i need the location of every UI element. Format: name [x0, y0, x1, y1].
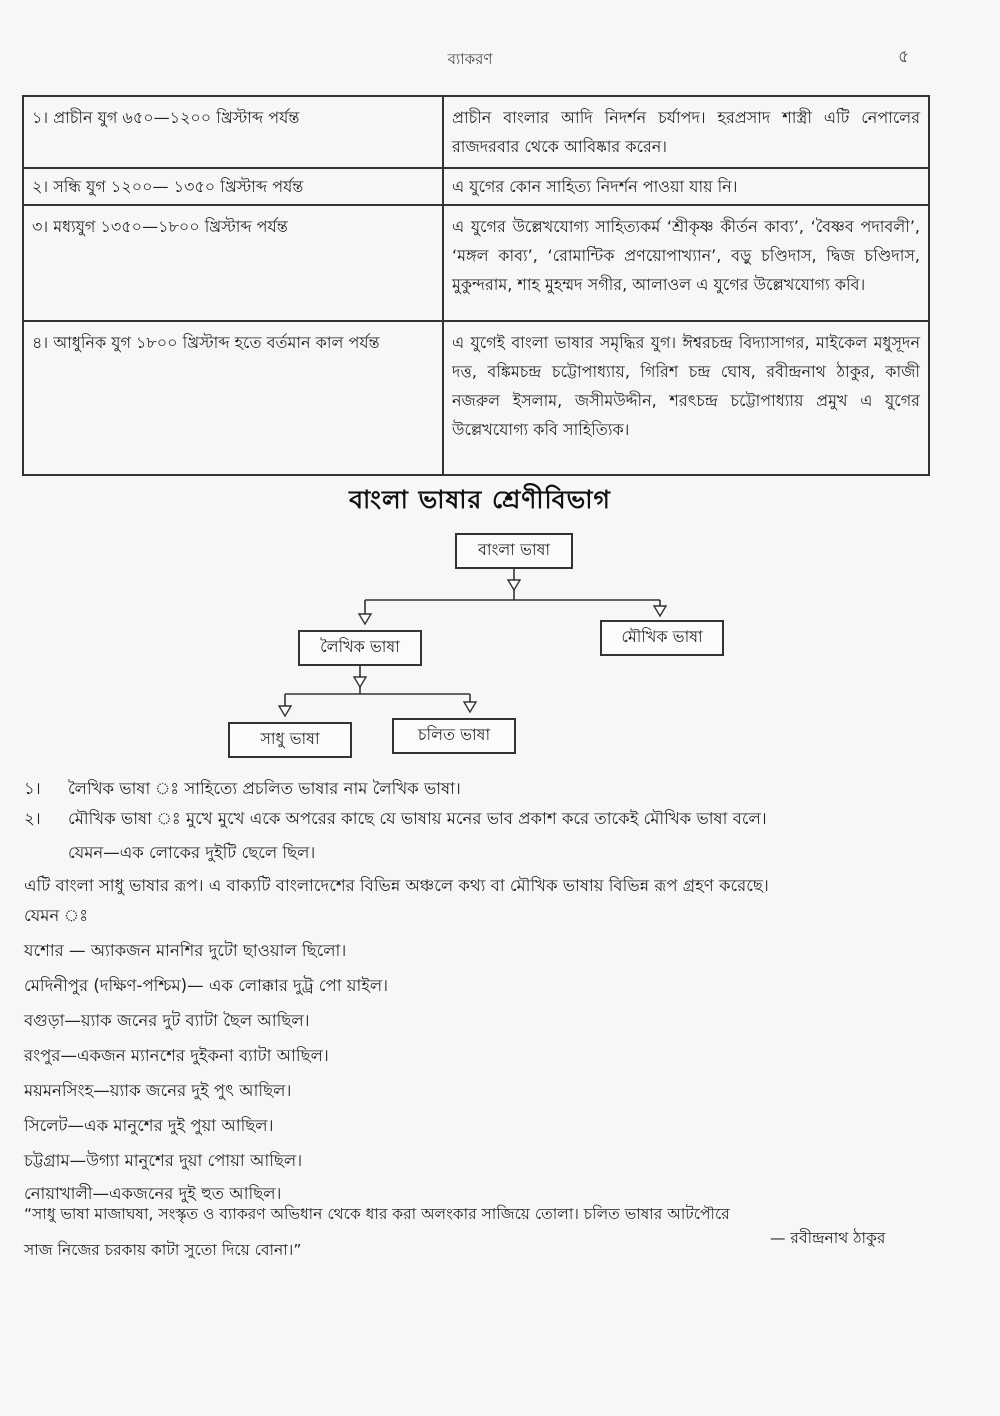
arrow-down-icon: [279, 706, 291, 716]
definition-text: মৌখিক ভাষা ঃ মুখে মুখে একে অপরের কাছে যে ভাষায় মনের ভাব প্রকাশ করে তাকেই মৌখিক ভাষা বলে।: [68, 809, 767, 828]
era-description: এ যুগের উল্লেখযোগ্য সাহিত্যকর্ম ‘শ্রীকৃষ্ণ কীর্তন কাব্য’, ‘বৈষ্ণব পদাবলী’, ‘মঙ্গল কাব্য’, ‘রোমান্টিক প্রণয়োপাখ্যান’, বড়ু চণ্ডিদাস, দ্বিজ চণ্ডিদাস, মুকুন্দরাম, শাহ মুহম্মদ সগীর, আলাওল এ যুগের উল্লেখযোগ্য কবি।: [443, 205, 929, 321]
dialect-example: ময়মনসিংহ—য়্যাক জনের দুই পুৎ আছিল।: [24, 1081, 292, 1100]
dialect-example: যশোর — অ্যাকজন মানশির দুটো ছাওয়াল ছিলো।: [24, 941, 347, 960]
quote-line: সাজ নিজের চরকায় কাটা সুতো দিয়ে বোনা।”: [24, 1241, 302, 1259]
era-period: ৪। আধুনিক যুগ ১৮০০ খ্রিস্টাব্দ হতে বর্তমান কাল পর্যন্ত: [23, 321, 443, 475]
definition-example: যেমন—এক লোকের দুইটি ছেলে ছিল।: [68, 843, 316, 862]
dialect-example: বগুড়া—য়্যাক জনের দুট ব্যাটা ছৈল আছিল।: [24, 1011, 310, 1030]
arrow-down-icon: [508, 580, 520, 590]
quote-line: “সাধু ভাষা মাজাঘষা, সংস্কৃত ও ব্যাকরণ অভিধান থেকে ধার করা অলংকার সাজিয়ে তোলা। চলিত ভাষার আটপৌরে: [24, 1205, 730, 1223]
body-paragraph: এটি বাংলা সাধু ভাষার রূপ। এ বাক্যটি বাংলাদেশের বিভিন্ন অঞ্চলে কথ্য বা মৌখিক ভাষায় বিভিন্ন রূপ গ্রহণ করেছে।: [24, 876, 769, 895]
item-number: ২।: [24, 809, 41, 828]
item-number: ১।: [24, 779, 41, 798]
quote-author: — রবীন্দ্রনাথ ঠাকুর: [770, 1229, 886, 1247]
arrow-down-icon: [464, 702, 476, 712]
page-number: ৫: [898, 47, 910, 67]
dialect-example: মেদিনীপুর (দক্ষিণ-পশ্চিম)— এক লোক্কার দুট্র পো য়াইল।: [24, 976, 389, 995]
era-description: এ যুগেই বাংলা ভাষার সমৃদ্ধির যুগ। ঈশ্বরচন্দ্র বিদ্যাসাগর, মাইকেল মধুসূদন দত্ত, বঙ্কিমচন্দ্র চট্টোপাধ্যায়, গিরিশ চন্দ্র ঘোষ, রবীন্দ্রনাথ ঠাকুর, কাজী নজরুল ইসলাম, জসীমউদ্দীন, শরৎচন্দ্র চট্টোপাধ্যায় প্রমুখ এ যুগের উল্লেখযোগ্য কবি সাহিত্যিক।: [443, 321, 929, 475]
arrow-down-icon: [354, 677, 366, 687]
example-label: যেমন ঃ: [24, 906, 89, 925]
node-lekhik-bhasha: লৈখিক ভাষা: [298, 630, 422, 666]
node-moukhik-bhasha: মৌখিক ভাষা: [600, 620, 724, 656]
dialect-example: নোয়াখালী—একজনের দুই হুত আছিল।: [24, 1184, 282, 1203]
section-title: বাংলা ভাষার শ্রেণীবিভাগ: [349, 485, 611, 514]
definition-item: [24, 806, 767, 833]
node-cholito-bhasha: চলিত ভাষা: [392, 718, 516, 754]
definition-item: [24, 776, 461, 803]
era-period: ২। সন্ধি যুগ ১২০০— ১৩৫০ খ্রিস্টাব্দ পর্যন্ত: [23, 168, 443, 205]
era-description: এ যুগের কোন সাহিত্য নিদর্শন পাওয়া যায় নি।: [443, 168, 929, 205]
dialect-example: রংপুর—একজন ম্যানশের দুইকনা ব্যাটা আছিল।: [24, 1046, 329, 1065]
node-bangla-bhasha: বাংলা ভাষা: [455, 533, 573, 569]
node-sadhu-bhasha: সাধু ভাষা: [228, 722, 352, 758]
arrow-down-icon: [654, 606, 666, 616]
era-description: প্রাচীন বাংলার আদি নিদর্শন চর্যাপদ। হরপ্রসাদ শাস্ত্রী এটি নেপালের রাজদরবার থেকে আবিষ্কার করেন।: [443, 96, 929, 168]
running-header: ব্যাকরণ: [447, 50, 493, 68]
definition-text: লৈখিক ভাষা ঃ সাহিত্যে প্রচলিত ভাষার নাম লৈখিক ভাষা।: [68, 779, 461, 798]
era-period: ৩। মধ্যযুগ ১৩৫০—১৮০০ খ্রিস্টাব্দ পর্যন্ত: [23, 205, 443, 321]
dialect-example: সিলেট—এক মানুশের দুই পুয়া আছিল।: [24, 1116, 274, 1135]
dialect-example: চট্টগ্রাম—উগ্যা মানুশের দুয়া পোয়া আছিল।: [24, 1151, 303, 1170]
arrow-down-icon: [359, 614, 371, 624]
era-period: ১। প্রাচীন যুগ ৬৫০—১২০০ খ্রিস্টাব্দ পর্যন্ত: [23, 96, 443, 168]
